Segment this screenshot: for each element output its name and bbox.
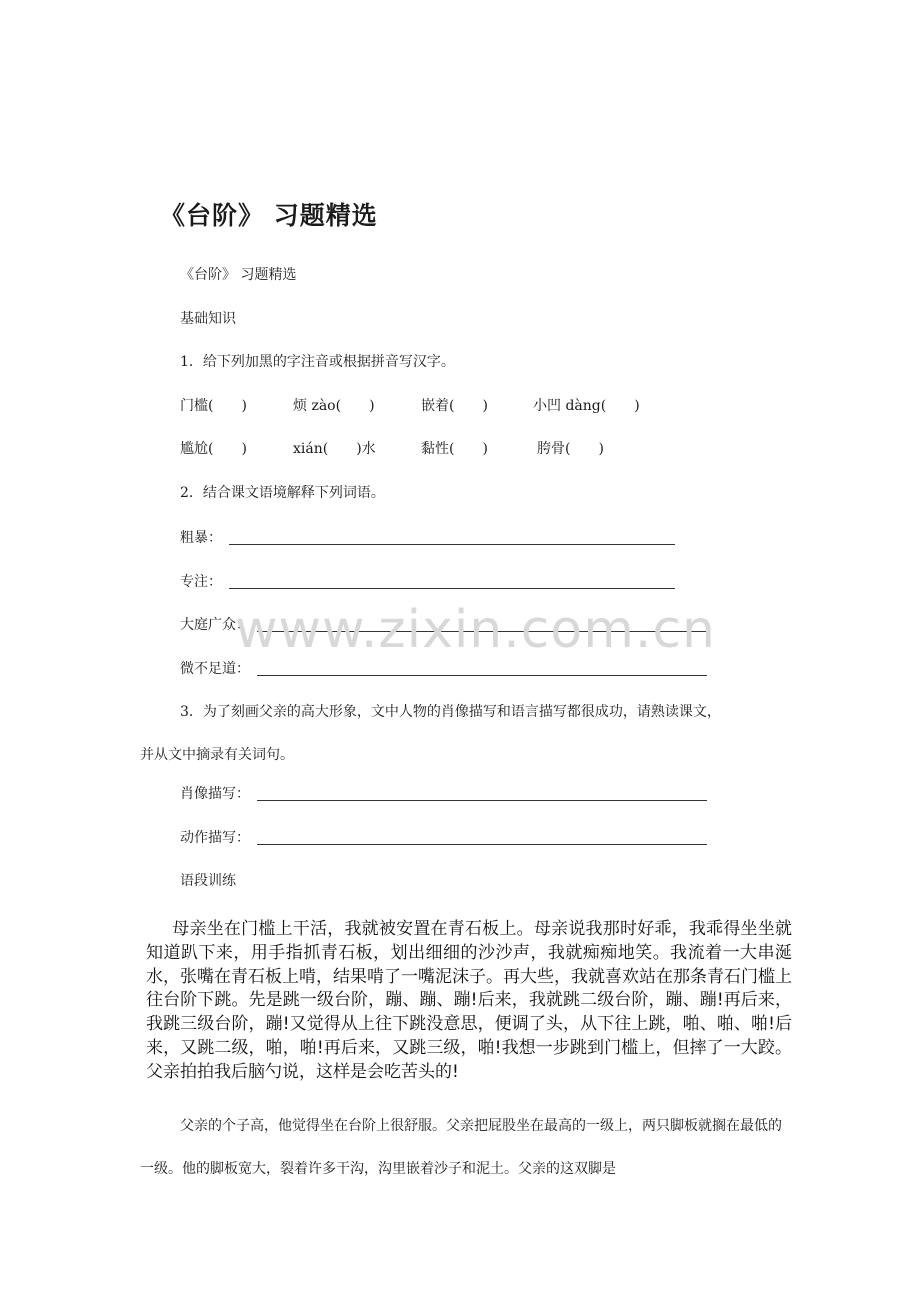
reading-passage-2 xyxy=(140,1105,788,1191)
term-label: 粗暴： xyxy=(180,530,222,546)
answer-line[interactable] xyxy=(229,544,675,545)
answer-line[interactable] xyxy=(229,588,675,589)
answer-line[interactable] xyxy=(257,675,707,676)
pinyin-item: 门槛( ) xyxy=(180,398,247,414)
pinyin-item: 烦 zào( ) xyxy=(293,398,375,414)
pinyin-item: 嵌着( ) xyxy=(421,398,488,414)
term-label: 肖像描写： xyxy=(180,786,250,802)
pinyin-item: 胯骨( ) xyxy=(537,441,604,457)
reading-passage-1-text: 母亲坐在门槛上干活，我就被安置在青石板上。母亲说我那时好乖，我乖得坐坐就知道趴下来，用手指抓青石板，划出细细的沙沙声，我就痴痴地笑。我流着一大串涎水，张嘴在青石板上啃，结果啃了一嘴泥沫子。再大些，我就喜欢站在那条青石门槛上往台阶下跳。先是跳一级台阶，蹦、蹦、蹦!后来，我就跳二级台阶，蹦、蹦!再后来，我跳三级台阶，蹦!又觉得从上往下跳没意思，便调了头，从下往上跳，啪、啪、啪!后来，又跳二级，啪，啪!再后来，又跳三级，啪!我想一步跳到门槛上，但摔了一大跤。父亲拍拍我后脑勺说，这样是会吃苦头的! xyxy=(146,919,792,1082)
term-label: 专注： xyxy=(180,574,222,590)
pinyin-item: 黏性( ) xyxy=(421,441,488,457)
question-2: 2．结合课文语境解释下列词语。 xyxy=(180,485,385,501)
answer-line[interactable] xyxy=(257,844,707,845)
pinyin-item: xián( )水 xyxy=(293,441,376,457)
pinyin-item: 尴尬( ) xyxy=(180,441,247,457)
term-label: 微不足道： xyxy=(180,661,250,677)
pinyin-item: 小凹 dàng( ) xyxy=(533,398,640,414)
question-3-cont: 并从文中摘录有关词句。 xyxy=(140,747,294,763)
section-heading-reading: 语段训练 xyxy=(180,873,236,889)
page-title: 《台阶》 习题精选 xyxy=(160,201,378,230)
reading-passage-2-text: 父亲的个子高，他觉得坐在台阶上很舒服。父亲把屁股坐在最高的一级上，两只脚板就搁在最低的一级。他的脚板宽大，裂着许多干沟，沟里嵌着沙子和泥土。父亲的这双脚是 xyxy=(140,1118,782,1177)
watermark: www.zixin.com.cn xyxy=(235,600,716,660)
question-3: 3．为了刻画父亲的高大形象，文中人物的肖像描写和语言描写都很成功，请熟读课文， xyxy=(180,704,721,720)
section-heading-basic: 基础知识 xyxy=(180,311,236,327)
question-1: 1．给下列加黑的字注音或根据拼音写汉字。 xyxy=(180,354,455,370)
answer-line[interactable] xyxy=(257,800,707,801)
reading-passage-1 xyxy=(146,918,792,1085)
subtitle: 《台阶》 习题精选 xyxy=(180,267,297,283)
term-label: 大庭广众： xyxy=(180,617,250,633)
answer-line[interactable] xyxy=(257,631,707,632)
term-label: 动作描写： xyxy=(180,830,250,846)
